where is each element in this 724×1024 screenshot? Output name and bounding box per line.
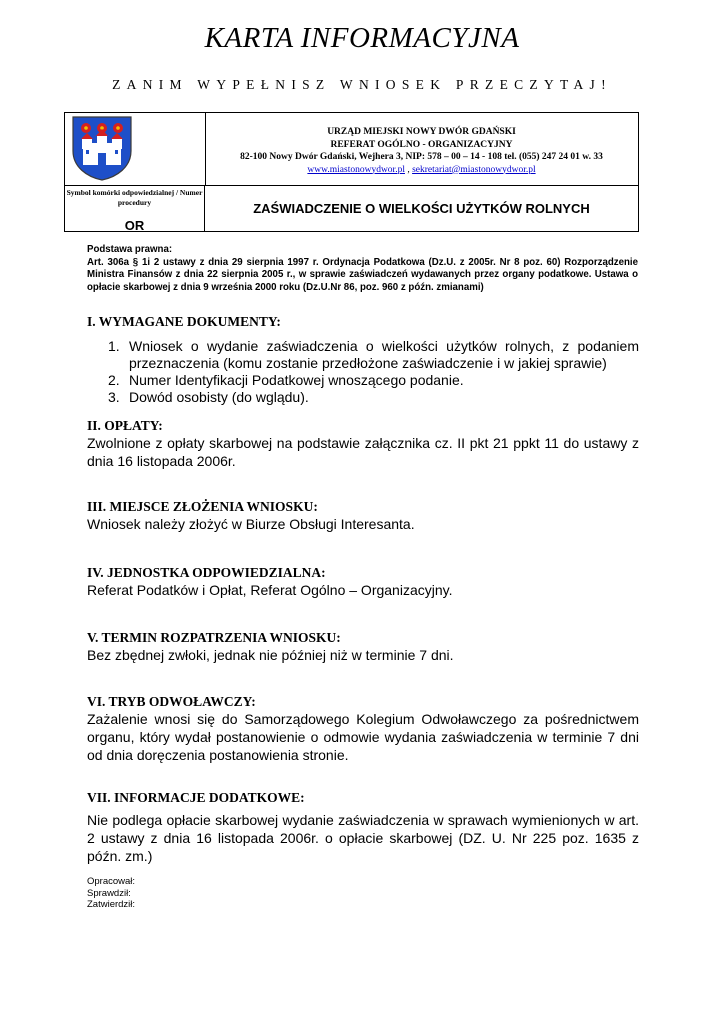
office-address: 82-100 Nowy Dwór Gdański, Wejhera 3, NIP: 578 – 00 – 14 - 108 tel. (055) 247 24 01 w. 33: [240, 152, 603, 162]
crest-cell: [65, 113, 206, 185]
legal-basis: [87, 244, 638, 294]
symbol-label: Symbol komórki odpowiedzialnej / Numer procedury: [66, 188, 203, 207]
symbol-value: OR: [124, 218, 145, 233]
list-item-text: Wniosek o wydanie zaświadczenia o wielkości użytków rolnych, z podaniem przeznaczenia (komu zostanie przedłożone zaświadczenie i w jakiej sprawie): [129, 338, 639, 371]
section-unit-text: Referat Podatków i Opłat, Referat Ogólno – Organizacyjny.: [87, 582, 453, 598]
office-name: URZĄD MIEJSKI NOWY DWÓR GDAŃSKI: [327, 127, 516, 137]
header-table: [64, 112, 639, 232]
prepared-by-label: Opracował:: [87, 876, 136, 887]
section-appeal-text: Zażalenie wnosi się do Samorządowego Kolegium Odwoławczego za pośrednictwem organu, który wydał postanowienie o odmowie wydania zaświadczenia w terminie 7 dni od dnia doręczenia postanowienia stronie.: [87, 711, 639, 763]
approved-by-label: Zatwierdził:: [87, 899, 136, 910]
section-deadline-text: Bez zbędnej zwłoki, jednak nie później niż w terminie 7 dni.: [87, 647, 454, 663]
signatures: [87, 876, 135, 911]
list-item-number: 3.: [108, 389, 120, 405]
section-place-heading: III. MIEJSCE ZŁOŻENIA WNIOSKU:: [87, 499, 318, 514]
page-title: KARTA INFORMACYJNA: [204, 22, 520, 54]
section-additional-heading: VII. INFORMACJE DODATKOWE:: [87, 790, 305, 805]
email-link[interactable]: sekretariat@miastonowydwor.pl: [412, 164, 536, 175]
section-place-text: Wniosek należy złożyć w Biurze Obsługi Interesanta.: [87, 516, 415, 532]
list-item-number: 2.: [108, 372, 120, 388]
contact-separator: ,: [404, 164, 413, 175]
coat-of-arms-icon: [71, 115, 133, 181]
section-documents-heading: I. WYMAGANE DOKUMENTY:: [87, 314, 281, 329]
list-item: [108, 372, 639, 389]
legal-basis-label: Podstawa prawna:: [87, 244, 173, 255]
list-item-number: 1.: [108, 338, 120, 354]
page-subtitle: ZANIM WYPEŁNISZ WNIOSEK PRZECZYTAJ!: [112, 77, 612, 92]
legal-basis-text: Art. 306a § 1i 2 ustawy z dnia 29 sierpnia 1997 r. Ordynacja Podatkowa (Dz.U. z 2005r. Nr 8 poz. 60) Rozporządzenie Ministra Finansów z dnia 22 sierpnia 2005 r., w sprawie zaświadczeń wydawanych przez organy podatkowe. Ustawa o opłacie skarbowej z dnia 9 września 2000 roku (Dz.U.Nr 86, poz. 960 z późn. zmianami): [87, 256, 638, 293]
website-link[interactable]: www.miastonowydwor.pl: [307, 164, 405, 175]
section-appeal-heading: VI. TRYB ODWOŁAWCZY:: [87, 694, 256, 709]
list-item: [108, 389, 639, 406]
section-fees-text: Zwolnione z opłaty skarbowej na podstawie załącznika cz. II pkt 21 ppkt 11 do ustawy z dnia 16 listopada 2006r.: [87, 435, 639, 469]
section-additional-text: Nie podlega opłacie skarbowej wydanie zaświadczenia w sprawach wymienionych w art. 2 ustawy z dnia 16 listopada 2006r. o opłacie skarbowej (DZ. U. Nr 225 poz. 1635 z późn. zm.): [87, 812, 639, 864]
list-item-text: Dowód osobisty (do wglądu).: [129, 389, 309, 405]
required-documents-list: [108, 338, 639, 406]
section-fees-heading: II. OPŁATY:: [87, 418, 163, 433]
office-department: REFERAT OGÓLNO - ORGANIZACYJNY: [330, 139, 513, 150]
section-unit-heading: IV. JEDNOSTKA ODPOWIEDZIALNA:: [87, 565, 326, 580]
checked-by-label: Sprawdził:: [87, 887, 131, 899]
list-item: [108, 338, 639, 372]
document-title: ZAŚWIADCZENIE O WIELKOŚCI UŻYTKÓW ROLNYCH: [205, 185, 638, 231]
office-info: [205, 113, 638, 185]
section-deadline-heading: V. TERMIN ROZPATRZENIA WNIOSKU:: [87, 630, 341, 645]
symbol-cell: [65, 185, 205, 231]
list-item-text: Numer Identyfikacji Podatkowej wnoszącego podanie.: [129, 372, 464, 388]
office-contact-line: [205, 164, 638, 177]
